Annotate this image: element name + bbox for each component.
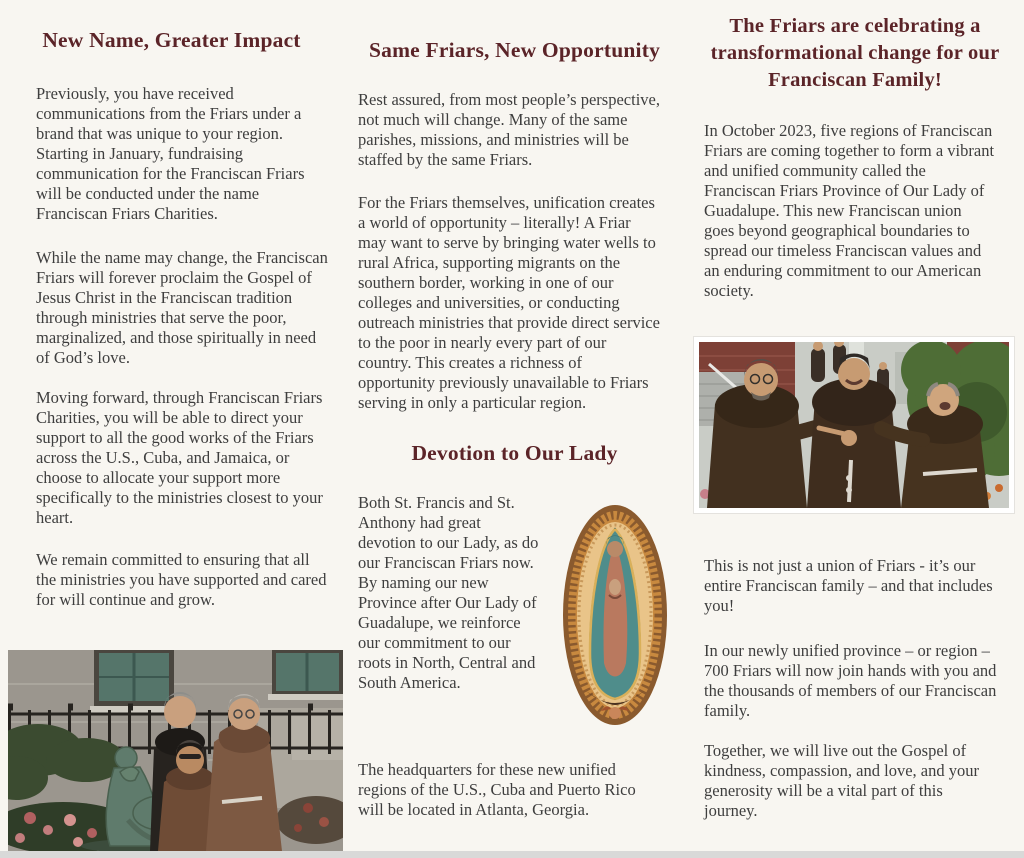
left-paragraph-1: Previously, you have received communications from the Friars under a brand that was unique to your region. Starting in January, fundraising communication for the Franciscan Friars will be conducted under the name Franciscan Friars Charities. — [36, 84, 305, 223]
right-panel-heading: The Friars are celebrating a transformational change for our Franciscan Family! — [710, 15, 1000, 91]
right-paragraph-1: This is not just a union of Friars - it’s our entire Franciscan family – and that includes you! — [704, 556, 993, 615]
left-panel-heading: New Name, Greater Impact — [42, 28, 301, 52]
right-intro-paragraph: In October 2023, five regions of Franciscan Friars are coming together to form a vibrant and unified community called the Franciscan Friars Province of Our Lady of Guadalupe. This new Franciscan union goes beyond geographical boundaries to spread our timeless Franciscan values and an enduring commitment to our American society. — [704, 121, 995, 300]
devotion-subheading: Devotion to Our Lady — [411, 441, 618, 465]
middle-paragraph-1: Rest assured, from most people’s perspective, not much will change. Many of the same parishes, missions, and ministries will be staffed by the same Friars. — [358, 90, 660, 169]
our-lady-of-guadalupe-image — [560, 503, 670, 728]
middle-closing-paragraph: The headquarters for these new unified regions of the U.S., Cuba and Puerto Rico will be located in Atlanta, Georgia. — [358, 760, 636, 819]
window — [268, 650, 343, 700]
left-paragraph-2: While the name may change, the Franciscan Friars will forever proclaim the Gospel of Jesus Christ in the Franciscan tradition through ministries that serve the poor, marginalized, and those spiritually in need of God’s love. — [36, 248, 328, 367]
panel-middle — [343, 0, 686, 858]
friars-statue-photo — [8, 650, 343, 851]
laughing-friars-photo — [694, 337, 1014, 513]
panel-left — [0, 0, 343, 858]
right-paragraph-2: In our newly unified province – or region – 700 Friars will now join hands with you and the thousands of members of our Franciscan family. — [704, 641, 997, 720]
devotion-section — [358, 493, 676, 728]
laughing-friars-illustration — [699, 342, 1009, 508]
friars-statue-photo-illustration — [8, 650, 343, 851]
middle-panel-heading: Same Friars, New Opportunity — [368, 38, 661, 62]
panel-right — [686, 0, 1024, 858]
middle-paragraph-2: For the Friars themselves, unification creates a world of opportunity – literally! A Friar may want to serve by bringing water wells to rural Africa, supporting migrants on the southern border, working in one of our colleges and universities, or conducting outreach ministries that provide direct service to the poor in nearly every part of our country. This creates a richness of opportunity previously unavailable to Friars serving in only a particular region. — [358, 193, 660, 412]
left-paragraph-3: Moving forward, through Franciscan Friars Charities, you will be able to direct your support to all the good works of the Friars across the U.S., Cuba, and Jamaica, or choose to allocate your support more specifically to the ministries closest to your heart. — [36, 388, 323, 527]
page-bottom-edge — [0, 851, 1024, 858]
left-paragraph-4: We remain committed to ensuring that all the ministries you have supported and cared for will continue and grow. — [36, 550, 327, 609]
right-paragraph-3: Together, we will live out the Gospel of kindness, compassion, and love, and your generosity will be a vital part of this journey. — [704, 741, 979, 820]
devotion-paragraph: Both St. Francis and St. Anthony had great devotion to our Lady, as do our Franciscan Friars now. By naming our new Province after Our Lady of Guadalupe, we reinforce our commitment to our roots in North, Central and South America. — [358, 493, 539, 692]
our-lady-illustration — [560, 503, 670, 728]
